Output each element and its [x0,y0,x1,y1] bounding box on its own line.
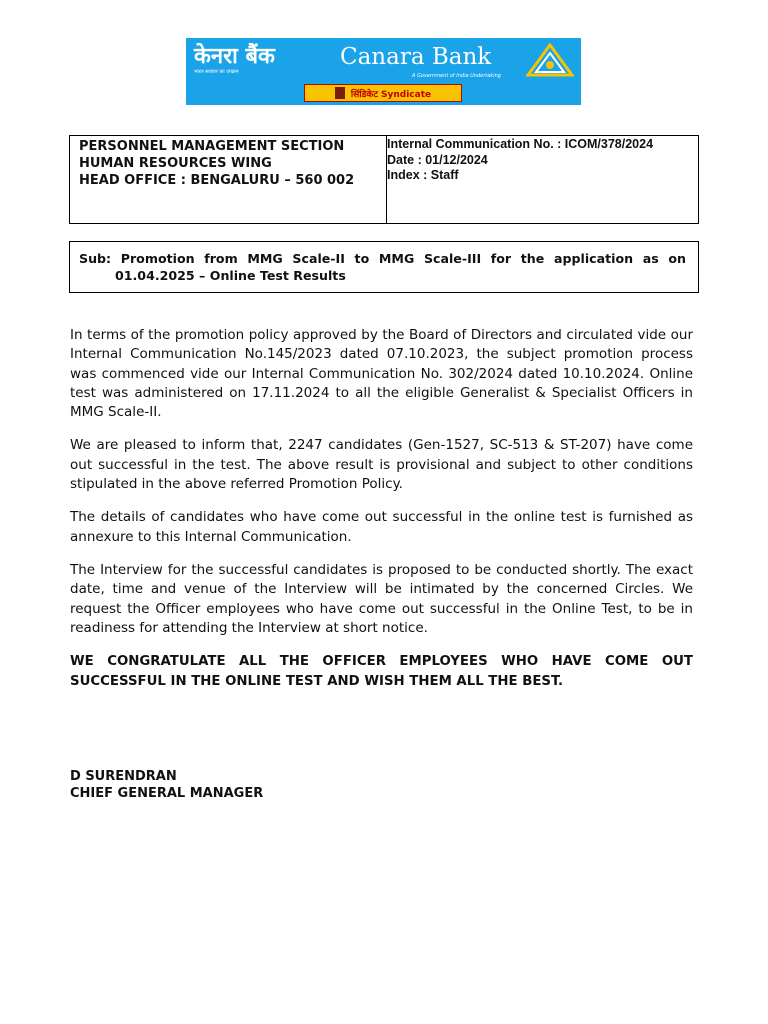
issuing-office [70,136,387,223]
logo-hindi-name: केनरा बैंक [194,44,275,69]
canara-triangle-icon [526,43,574,77]
subject-line-2: 01.04.2025 – Online Test Results [115,268,346,283]
office-line: PERSONNEL MANAGEMENT SECTION [79,139,345,154]
logo-english-tagline: A Government of India Undertaking [412,73,501,79]
syndicate-badge [304,84,462,102]
paragraph: The details of candidates who have come out successful in the online test is furnished as annexure to this Internal Communication. [70,509,693,545]
paragraph: The Interview for the successful candidates is proposed to be conducted shortly. The exact date, time and venue of the Interview will be intimated by the concerned Circles. We request the Officer employees who have come out successful in the Online Test, to be in readiness for attending the Interview at short notice. [70,561,693,636]
syndicate-icon [335,87,345,99]
communication-date: Date : 01/12/2024 [387,152,488,167]
paragraph: In terms of the promotion policy approved by the Board of Directors and circulated vide our Internal Communication No.145/2023 dated 07.10.2023, the subject promotion process was commenced vide our Internal Communication No. 302/2024 dated 10.10.2024. Online test was administered on 17.11.2024 to all the eligible Generalist & Specialist Officers in MMG Scale-II. [70,327,693,421]
communication-index: Index : Staff [387,168,459,182]
office-line: HEAD OFFICE : BENGALURU – 560 002 [79,173,355,188]
signatory-title: CHIEF GENERAL MANAGER [70,786,264,801]
logo-english-name: Canara Bank [340,44,492,70]
syndicate-label: सिंडिकेट Syndicate [350,89,432,100]
paragraph: We are pleased to inform that, 2247 candidates (Gen-1527, SC-513 & ST-207) have come out successful in the test. The above result is provisional and subject to other conditions stipulated in the above referred Promotion Policy. [70,437,693,493]
header-table [69,135,699,224]
logo-hindi-tagline: भारत सरकार का उपक्रम [194,69,239,75]
letter-body [70,326,693,705]
communication-details [387,136,698,223]
office-line: HUMAN RESOURCES WING [79,156,272,171]
signatory-name: D SURENDRAN [70,769,177,784]
subject-line-1: Sub: Promotion from MMG Scale-II to MMG Scale-III for the application as on [79,251,686,266]
subject-box [69,241,699,293]
signature-block [70,768,263,802]
communication-number: Internal Communication No. : ICOM/378/2024 [387,137,654,151]
canara-bank-logo [186,38,581,105]
congratulation-note: WE CONGRATULATE ALL THE OFFICER EMPLOYEES WHO HAVE COME OUT SUCCESSFUL IN THE ONLINE TEST AND WISH THEM ALL THE BEST. [70,654,693,689]
